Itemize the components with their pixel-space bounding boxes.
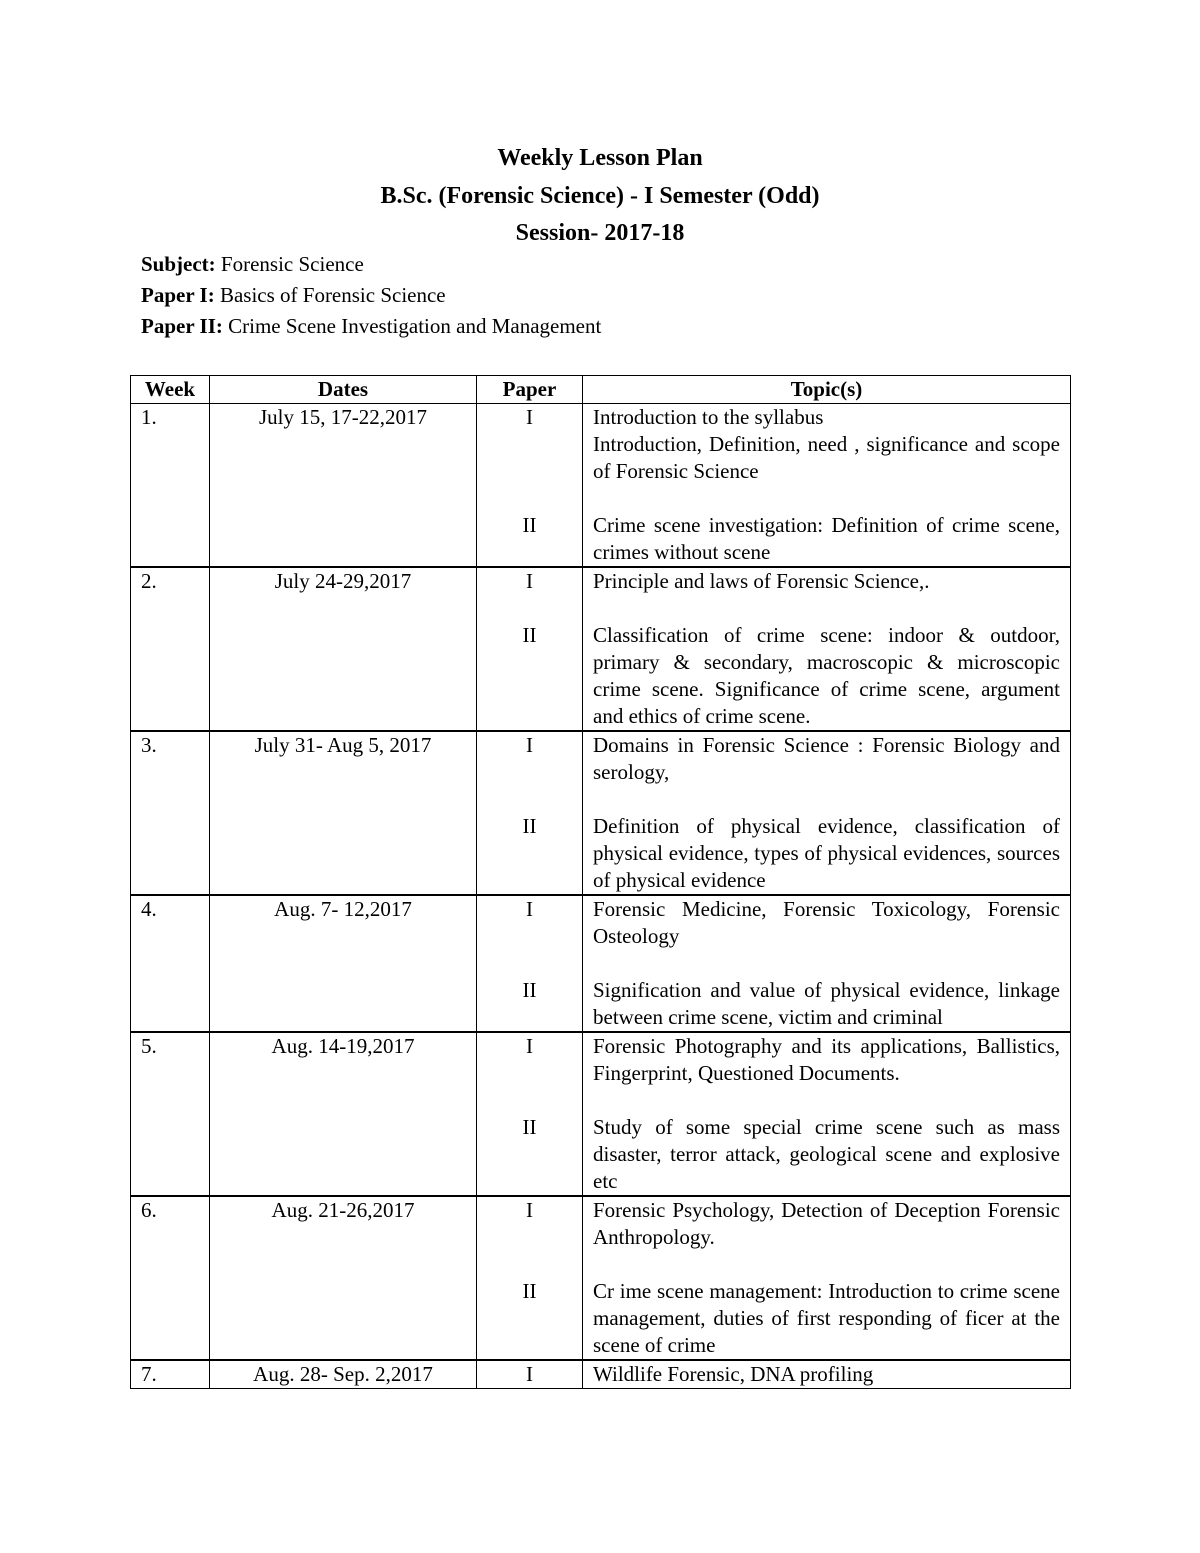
header-week: Week (131, 376, 210, 404)
topic-text: Crime scene investigation: Definition of crime scene, crimes without scene (593, 513, 1060, 564)
paper-label: II (522, 513, 537, 537)
paper-label: I (526, 1034, 533, 1058)
session-title: Session- 2017-18 (515, 220, 685, 246)
header-dates: Dates (210, 376, 477, 404)
paper2-value: Crime Scene Investigation and Management (222, 314, 602, 338)
paper-cell: I (477, 1360, 583, 1389)
topic-text: Forensic Photography and its applications, Ballistics, Fingerprint, Questioned Documents. (593, 1034, 1060, 1085)
subject-label: Subject: (141, 252, 216, 276)
paper-cell (477, 1196, 583, 1360)
week-cell: 6. (131, 1196, 210, 1360)
lesson-plan-table (130, 375, 1071, 1389)
topic-text: Definition of physical evidence, classification of physical evidence, types of physical evidences, sources of physical evidence (593, 814, 1060, 892)
paper-label: II (522, 1279, 537, 1303)
dates-cell: July 24-29,2017 (210, 567, 477, 731)
paper-label: II (522, 978, 537, 1002)
table-header-row (131, 376, 1071, 404)
course-title: B.Sc. (Forensic Science) - I Semester (Odd) (380, 183, 820, 209)
header-paper: Paper (477, 376, 583, 404)
table-row (131, 1196, 1071, 1360)
paper-label: II (522, 1115, 537, 1139)
topic-cell: Wildlife Forensic, DNA profiling (583, 1360, 1071, 1389)
paper2-label: Paper II: (141, 314, 223, 338)
paper-label: I (526, 897, 533, 921)
table-row (131, 1360, 1071, 1389)
paper-cell (477, 731, 583, 895)
week-cell: 5. (131, 1032, 210, 1196)
dates-cell: July 31- Aug 5, 2017 (210, 731, 477, 895)
subject-line (141, 250, 364, 278)
dates-cell: Aug. 7- 12,2017 (210, 895, 477, 1032)
dates-cell: Aug. 14-19,2017 (210, 1032, 477, 1196)
paper2-line (141, 312, 601, 340)
subject-value: Forensic Science (215, 252, 364, 276)
paper-label: II (522, 814, 537, 838)
topic-cell (583, 567, 1071, 731)
topic-text: Cr ime scene management: Introduction to crime scene management, duties of first responding of ficer at the scene of crime (593, 1279, 1060, 1357)
document-title: Weekly Lesson Plan (497, 145, 703, 171)
week-cell: 7. (131, 1360, 210, 1389)
table-row (131, 404, 1071, 568)
topic-cell (583, 1032, 1071, 1196)
dates-cell: July 15, 17-22,2017 (210, 404, 477, 568)
paper-label: I (526, 1198, 533, 1222)
topic-cell (583, 1196, 1071, 1360)
paper1-label: Paper I: (141, 283, 215, 307)
paper-cell (477, 895, 583, 1032)
week-cell: 1. (131, 404, 210, 568)
table-row (131, 567, 1071, 731)
topic-text: Introduction to the syllabus (593, 405, 824, 429)
topic-text: Study of some special crime scene such as mass disaster, terror attack, geological scene and explosive etc (593, 1115, 1060, 1193)
week-cell: 3. (131, 731, 210, 895)
paper-cell (477, 404, 583, 568)
topic-text: Introduction, Definition, need , significance and scope of Forensic Science (593, 432, 1060, 483)
topic-text: Forensic Psychology, Detection of Deception Forensic Anthropology. (593, 1198, 1060, 1249)
week-cell: 2. (131, 567, 210, 731)
topic-text: Principle and laws of Forensic Science,. (593, 569, 930, 593)
header-topics: Topic(s) (583, 376, 1071, 404)
topic-cell (583, 895, 1071, 1032)
topic-cell (583, 731, 1071, 895)
week-cell: 4. (131, 895, 210, 1032)
paper-label: I (526, 569, 533, 593)
paper-label: II (522, 623, 537, 647)
dates-cell: Aug. 21-26,2017 (210, 1196, 477, 1360)
topic-text: Signification and value of physical evidence, linkage between crime scene, victim and criminal (593, 978, 1060, 1029)
table-row (131, 895, 1071, 1032)
topic-text: Domains in Forensic Science : Forensic Biology and serology, (593, 733, 1060, 784)
paper-label: I (526, 733, 533, 757)
table-row (131, 731, 1071, 895)
paper-cell (477, 1032, 583, 1196)
paper-cell (477, 567, 583, 731)
paper-label: I (526, 405, 533, 429)
topic-cell (583, 404, 1071, 568)
topic-text: Classification of crime scene: indoor & outdoor, primary & secondary, macroscopic & microscopic crime scene. Significance of crime scene, argument and ethics of crime scene. (593, 623, 1060, 728)
paper1-line (141, 281, 446, 309)
paper1-value: Basics of Forensic Science (214, 283, 446, 307)
topic-text: Forensic Medicine, Forensic Toxicology, Forensic Osteology (593, 897, 1060, 948)
dates-cell: Aug. 28- Sep. 2,2017 (210, 1360, 477, 1389)
table-row (131, 1032, 1071, 1196)
